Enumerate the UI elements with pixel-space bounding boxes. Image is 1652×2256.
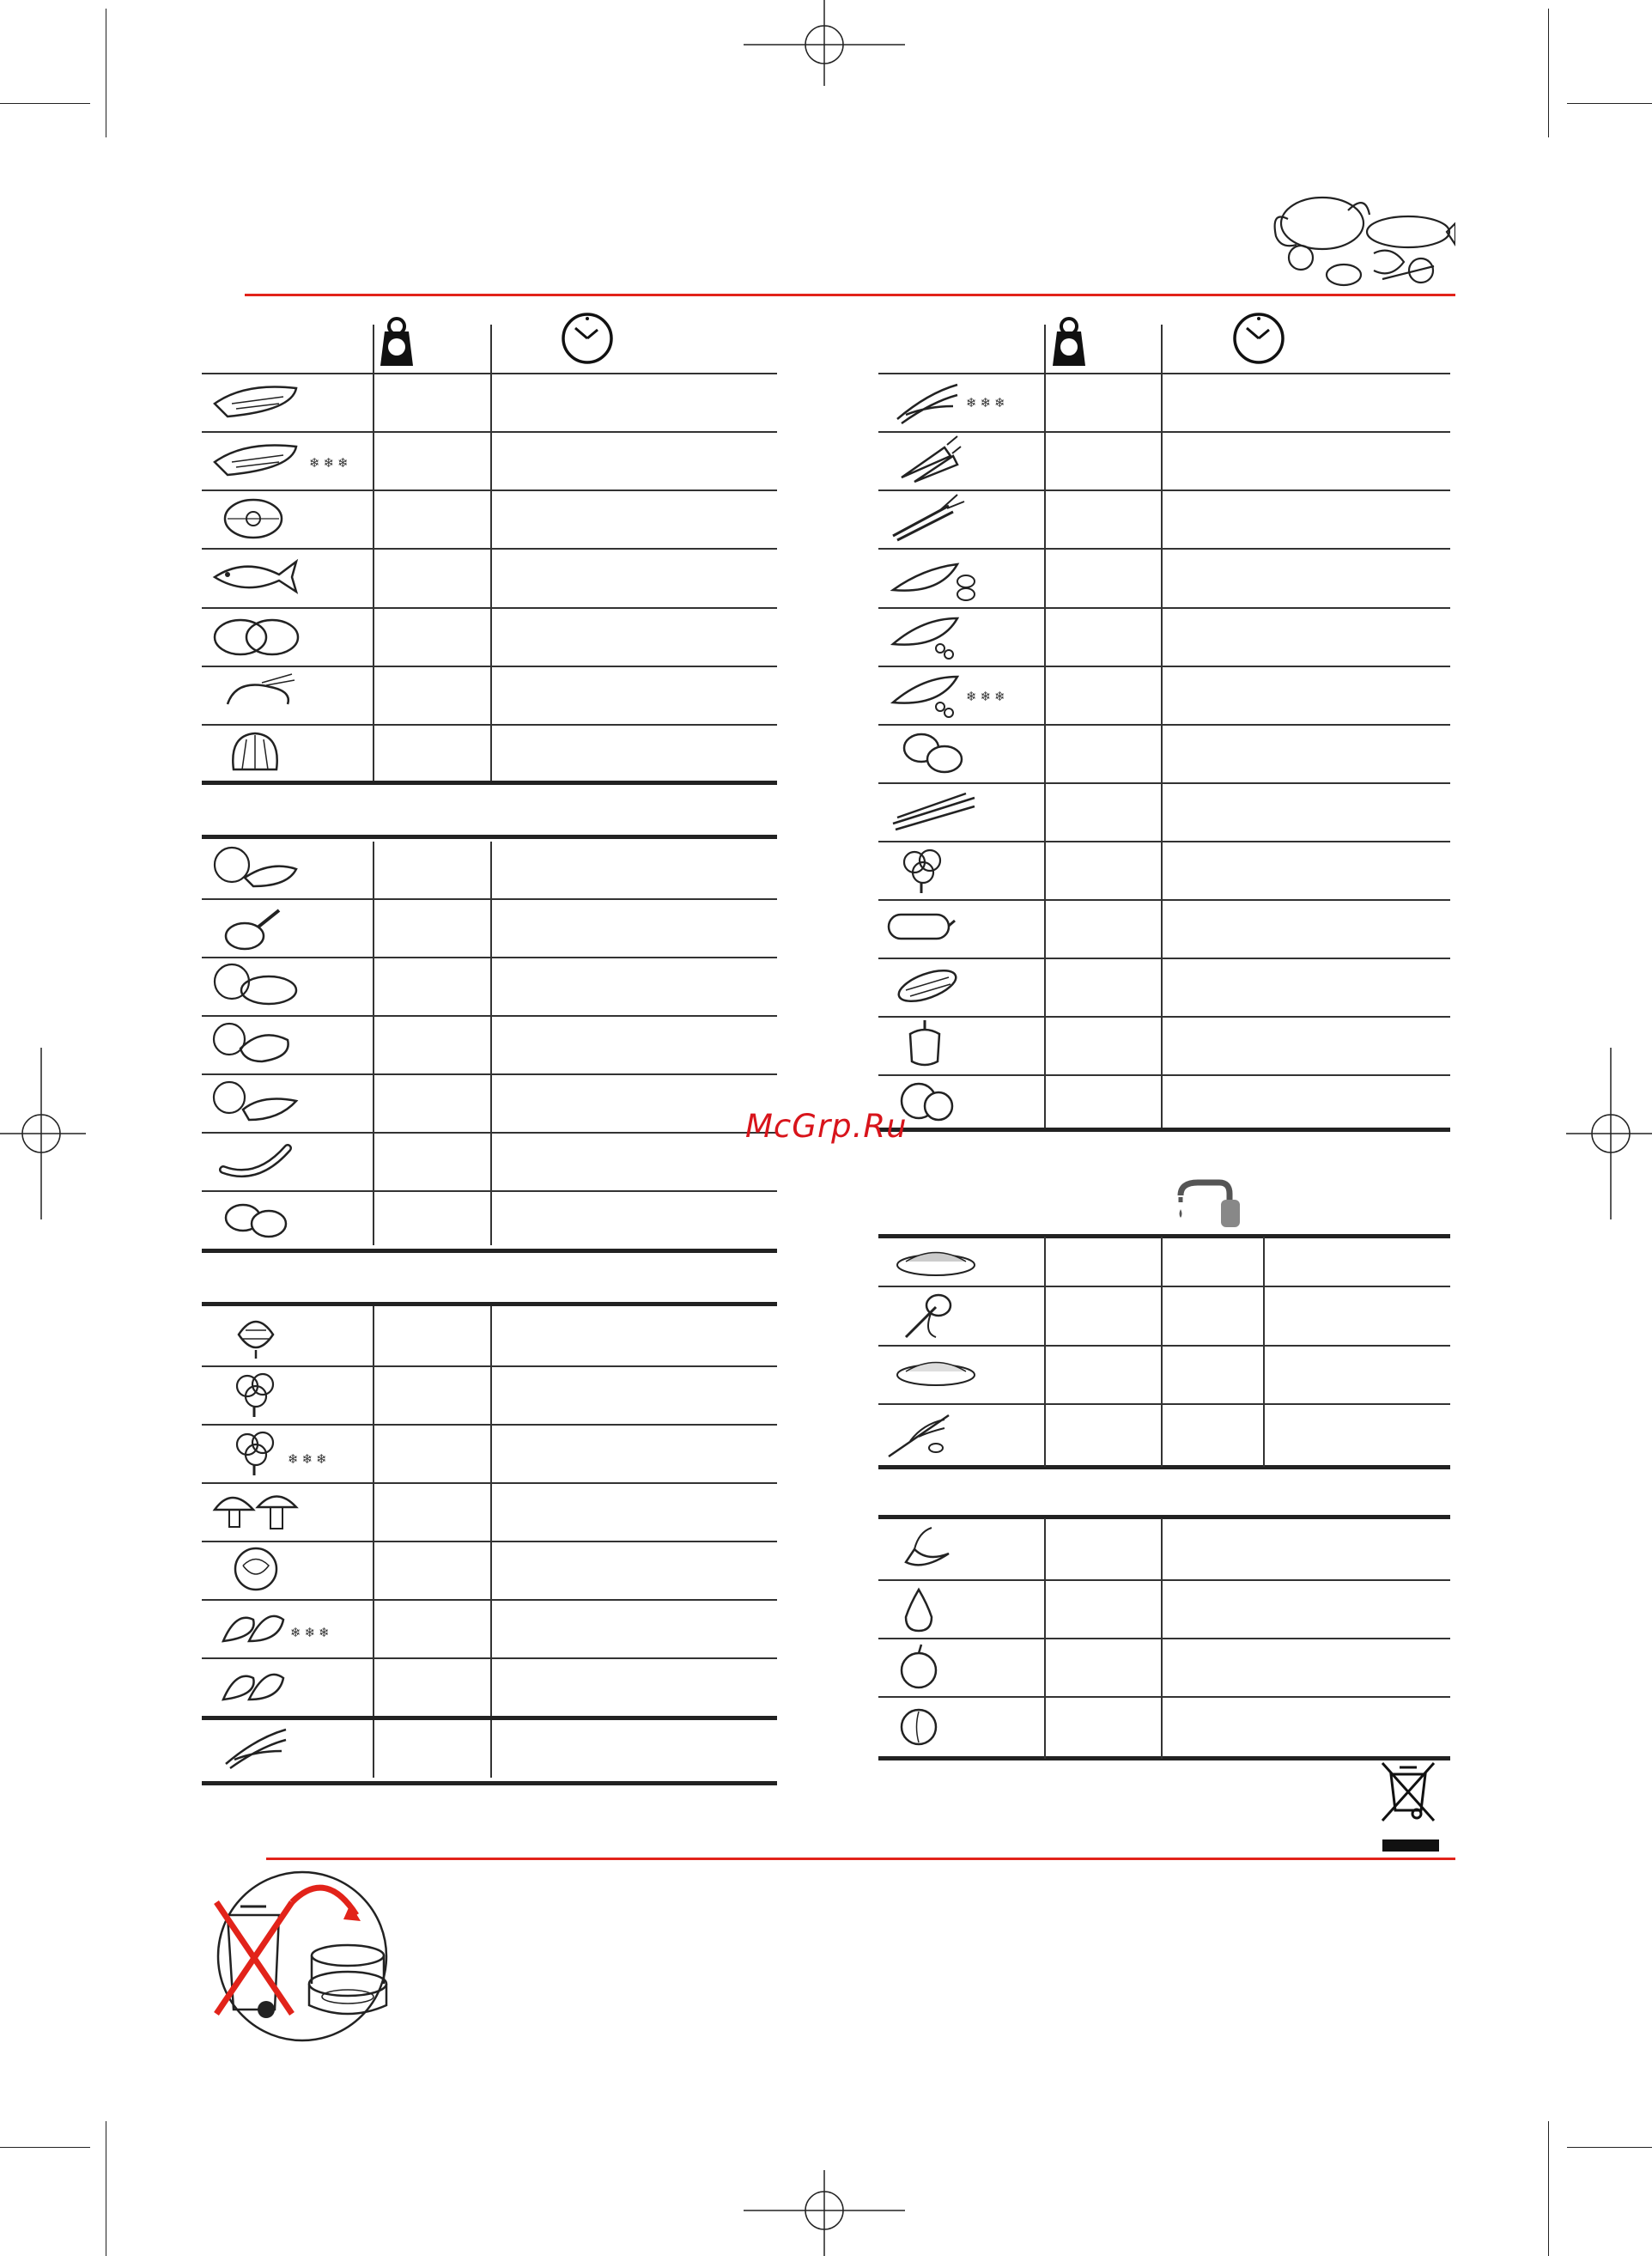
- crop-mark: [1548, 2121, 1549, 2256]
- frozen-fish-fillet-icon: [210, 436, 305, 483]
- weight-icon: [375, 316, 418, 369]
- chicken-breast-icon: [210, 843, 301, 895]
- whole-fish-icon: [210, 553, 301, 600]
- column-divider: [373, 325, 374, 784]
- fish-fillet-icon: [210, 378, 305, 425]
- food-illustration-icon: [1262, 185, 1455, 296]
- column-divider: [1044, 1518, 1046, 1759]
- frozen-indicator: ❄❄❄: [290, 1625, 333, 1640]
- registration-mark-left: [0, 1048, 86, 1219]
- cabbage-icon: [230, 1544, 282, 1594]
- frozen-broccoli-icon: [230, 1427, 282, 1477]
- semolina-icon: [893, 1349, 979, 1396]
- peas-icon: [889, 610, 966, 661]
- green-beans-icon: [222, 1721, 290, 1773]
- column-divider: [373, 842, 374, 1245]
- frozen-peas-icon: [889, 668, 966, 720]
- wheat-icon: [884, 1407, 962, 1460]
- broccoli-icon: [230, 1369, 282, 1419]
- column-divider: [1263, 1237, 1265, 1467]
- watermark-text: McGrp.Ru: [745, 1108, 908, 1145]
- banana-icon: [897, 1523, 957, 1575]
- peach-icon: [897, 1700, 940, 1751]
- rice-icon: [893, 1239, 979, 1282]
- column-divider: [1161, 325, 1163, 1128]
- corn-icon: [889, 960, 966, 1012]
- eggs-icon: [222, 1194, 290, 1244]
- frozen-indicator: ❄❄❄: [966, 689, 1009, 704]
- spinach-icon: [219, 1661, 288, 1712]
- scallop-icon: [225, 727, 285, 780]
- crop-mark: [1548, 9, 1549, 137]
- weee-bar: [1382, 1839, 1439, 1852]
- footer-rule: [266, 1858, 1455, 1860]
- cauliflower-icon: [897, 843, 949, 895]
- clock-icon: [558, 309, 616, 368]
- clock-icon: [1230, 309, 1288, 368]
- frozen-indicator: ❄❄❄: [288, 1451, 331, 1467]
- potatoes-icon: [900, 727, 969, 778]
- registration-mark-bottom: [738, 2170, 910, 2256]
- apple-icon: [897, 1641, 940, 1693]
- pepper-icon: [903, 1019, 946, 1070]
- tap-icon: [1176, 1178, 1247, 1231]
- sausage-icon: [219, 1135, 296, 1185]
- asparagus-icon: [889, 785, 983, 836]
- column-divider: [1161, 1518, 1163, 1759]
- weight-icon: [1048, 316, 1090, 369]
- frozen-green-beans-icon: [893, 376, 962, 428]
- crop-mark: [1567, 103, 1652, 104]
- column-divider: [1161, 1237, 1163, 1467]
- mushrooms-icon: [210, 1486, 301, 1537]
- pork-chop-icon: [210, 1019, 301, 1070]
- artichoke-icon: [230, 1309, 282, 1362]
- header-rule: [245, 294, 1455, 296]
- column-divider: [1044, 1237, 1046, 1467]
- mussels-icon: [210, 611, 305, 661]
- registration-mark-top: [738, 0, 910, 86]
- crop-mark: [1567, 2147, 1652, 2148]
- column-divider: [490, 842, 492, 1245]
- lamb-cut-icon: [210, 1077, 301, 1128]
- column-divider: [490, 325, 492, 784]
- crop-mark: [0, 2147, 90, 2148]
- crop-mark: [0, 103, 90, 104]
- courgette-icon: [884, 902, 957, 953]
- steamer-icon: [301, 1937, 395, 2031]
- beans-icon: [889, 551, 983, 603]
- fish-steak-icon: [219, 493, 288, 544]
- chicken-leg-icon: [219, 902, 288, 953]
- registration-mark-right: [1566, 1048, 1652, 1219]
- pasta-icon: [897, 1290, 957, 1343]
- pear-icon: [897, 1583, 940, 1634]
- weee-bin-icon: [1378, 1759, 1438, 1836]
- shrimp-icon: [219, 670, 296, 721]
- frozen-indicator: ❄❄❄: [966, 395, 1009, 410]
- frozen-spinach-icon: [219, 1602, 288, 1654]
- leeks-icon: [889, 493, 966, 544]
- frozen-indicator: ❄❄❄: [309, 455, 352, 471]
- column-divider: [1044, 325, 1046, 1128]
- carrots-icon: [897, 435, 962, 486]
- turkey-escalope-icon: [210, 960, 301, 1012]
